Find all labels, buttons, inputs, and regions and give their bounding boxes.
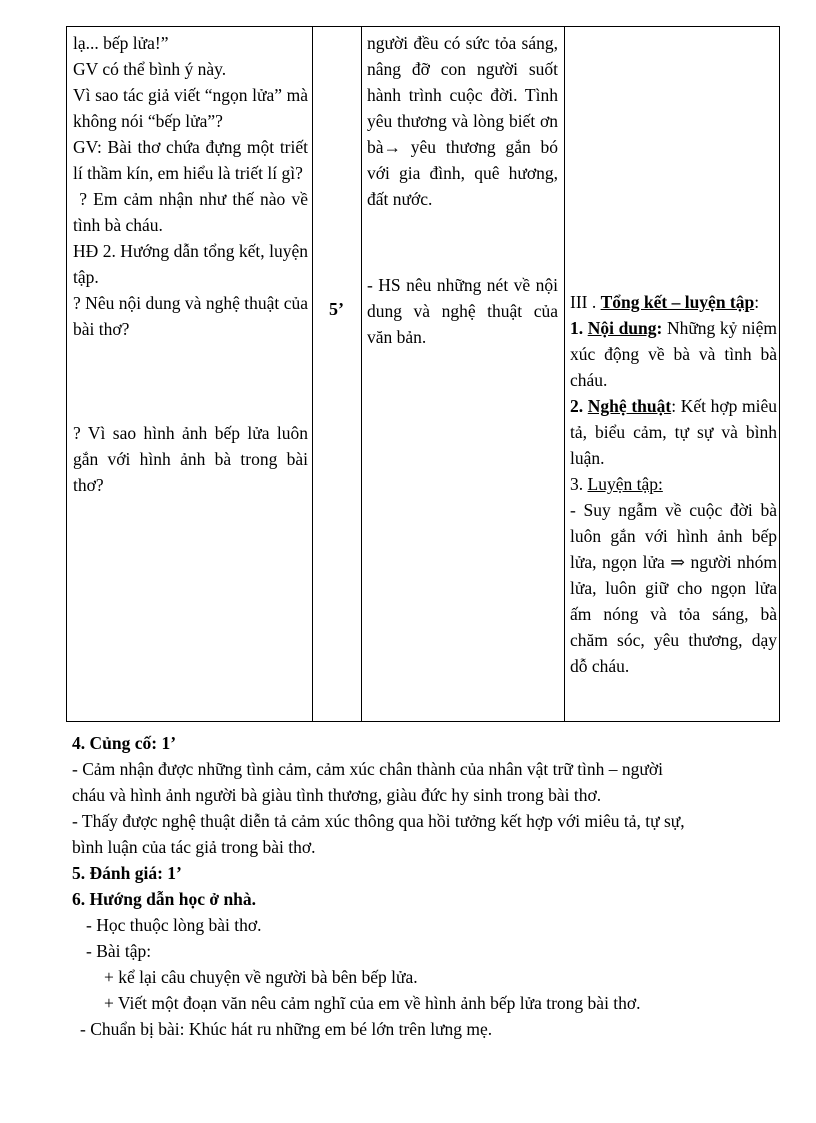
summary-heading: III . Tổng kết – luyện tập: bbox=[570, 292, 760, 312]
cungco-line: cháu và hình ảnh người bà giàu tình thương, giàu đức hy sinh trong bài thơ. bbox=[72, 785, 602, 805]
col1-line: ? Vì sao hình ảnh bếp lửa luôn gắn với hình ảnh bà trong bài thơ? bbox=[73, 423, 308, 495]
cungco-line: bình luận của tác giả trong bài thơ. bbox=[72, 837, 316, 857]
cungco-title: 4. Củng cố: 1’ bbox=[72, 733, 177, 753]
teacher-activity-column bbox=[67, 27, 312, 721]
content-item: 1. Nội dung: Những kỷ niệm xúc động về bà và tình bà cháu. bbox=[570, 318, 777, 390]
col3-paragraph: - HS nêu những nét về nội dung và nghệ thuật của văn bản. bbox=[367, 275, 558, 347]
student-activity-column bbox=[361, 27, 564, 721]
col1-line: ? Em cảm nhận như thế nào về tình bà cháu. bbox=[73, 189, 313, 235]
content-column bbox=[564, 27, 781, 721]
col1-line: Vì sao tác giả viết “ngọn lửa” mà không nói “bếp lửa”? bbox=[73, 85, 308, 131]
col1-line: HĐ 2. Hướng dẫn tổng kết, luyện tập. bbox=[73, 241, 308, 287]
cungco-line: - Cảm nhận được những tình cảm, cảm xúc chân thành của nhân vật trữ tình – người bbox=[72, 759, 664, 779]
danhgia-title: 5. Đánh giá: 1’ bbox=[72, 863, 182, 883]
homework-line: - Chuẩn bị bài: Khúc hát ru những em bé lớn trên lưng mẹ. bbox=[80, 1019, 493, 1039]
practice-item: 3. Luyện tập: bbox=[570, 474, 663, 494]
col1-line: GV: Bài thơ chứa đựng một triết lí thầm kín, em hiểu là triết lí gì? bbox=[73, 137, 308, 183]
lesson-table bbox=[66, 26, 780, 722]
time-value: 5’ bbox=[329, 299, 344, 319]
col1-line: lạ... bếp lửa!” bbox=[73, 33, 169, 53]
col3-paragraph: người đều có sức tỏa sáng, nâng đỡ con người suốt hành trình cuộc đời. Tình yêu thương và lòng biết ơn bà→ yêu thương gắn bó với gia đình, quê hương, đất nước. bbox=[367, 33, 558, 209]
homework-subline: + Viết một đoạn văn nêu cảm nghĩ của em về hình ảnh bếp lửa trong bài thơ. bbox=[104, 993, 641, 1013]
practice-text: - Suy ngẫm về cuộc đời bà luôn gắn với hình ảnh bếp lửa, ngọn lửa ⇒ người nhóm lửa, luôn giữ cho ngọn lửa ấm nóng và tỏa sáng, bà chăm sóc, yêu thương, dạy dỗ cháu. bbox=[570, 500, 777, 676]
homework-subline: + kể lại câu chuyện về người bà bên bếp lửa. bbox=[104, 967, 418, 987]
art-item: 2. Nghệ thuật: Kết hợp miêu tả, biểu cảm, tự sự và bình luận. bbox=[570, 396, 778, 468]
col1-line: GV có thể bình ý này. bbox=[73, 59, 227, 79]
huongdan-title: 6. Hướng dẫn học ở nhà. bbox=[72, 889, 257, 909]
lesson-footer bbox=[72, 730, 792, 1042]
time-column bbox=[312, 27, 361, 721]
homework-line: - Học thuộc lòng bài thơ. bbox=[86, 915, 262, 935]
col1-line: ? Nêu nội dung và nghệ thuật của bài thơ? bbox=[73, 293, 308, 339]
homework-line: - Bài tập: bbox=[86, 941, 152, 961]
cungco-line: - Thấy được nghệ thuật diễn tả cảm xúc thông qua hồi tưởng kết hợp với miêu tả, tự sự, bbox=[72, 811, 685, 831]
